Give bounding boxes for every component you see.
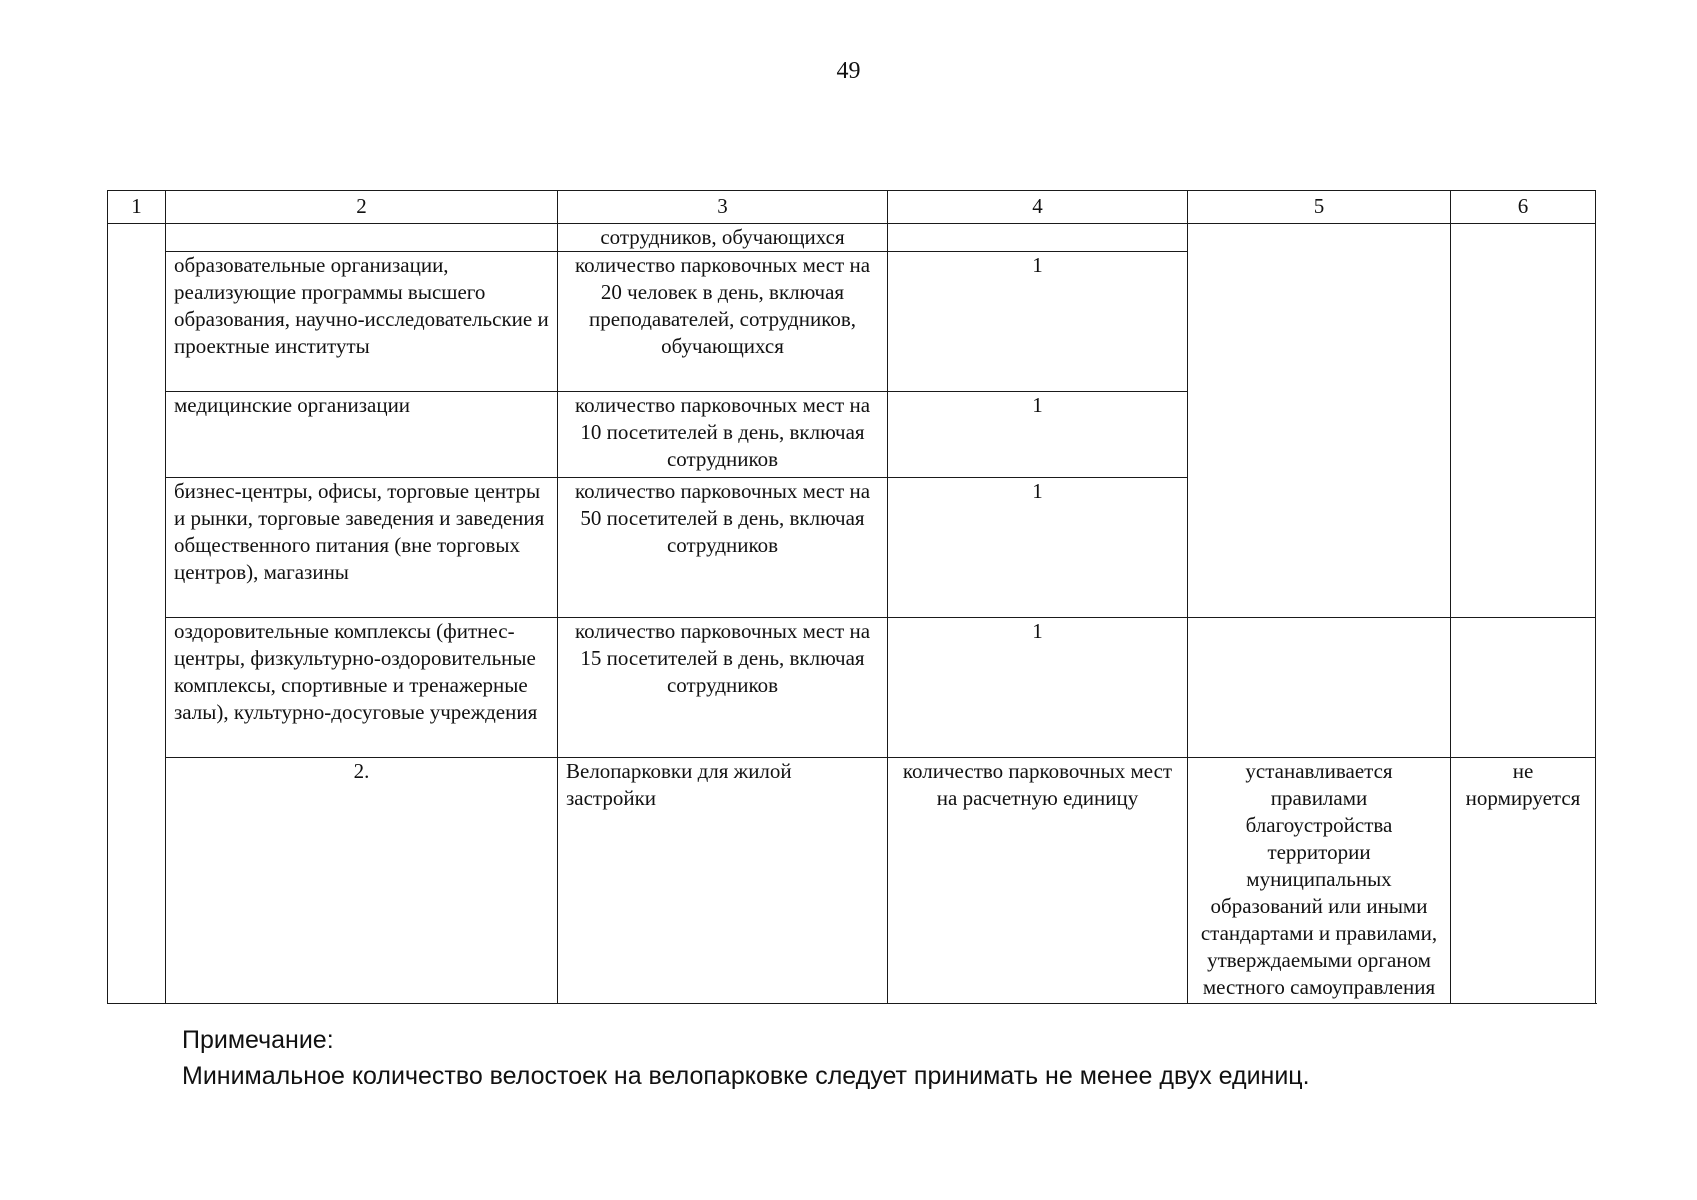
col6-empty-cell <box>1451 618 1596 758</box>
value-cell: 1 <box>888 392 1188 478</box>
unit-cell: количество парковочных мест на 20 человек в день, включая преподавателей, сотрудников, обучающихся <box>558 252 888 392</box>
row2-number-cell: 2. <box>166 758 558 1004</box>
page-number: 49 <box>836 58 861 84</box>
note-block <box>182 1022 1582 1094</box>
table-header-row <box>108 191 1596 224</box>
header-cell-2: 2 <box>166 191 558 224</box>
object-type-cell: образовательные организации, реализующие программы высшего образования, научно-исследовательские и проектные институты <box>166 252 558 392</box>
norms-table <box>107 190 1596 1004</box>
value-cell: 1 <box>888 252 1188 392</box>
table-row-bicycle <box>108 758 1596 1004</box>
object-type-cell: медицинские организации <box>166 392 558 478</box>
cont-col2-cell <box>166 224 558 252</box>
note-text: Минимальное количество велостоек на велопарковке следует принимать не менее двух единиц. <box>182 1062 1310 1090</box>
object-type-cell: бизнес-центры, офисы, торговые центры и рынки, торговые заведения и заведения общественного питания (вне торговых центров), магазины <box>166 478 558 618</box>
header-cell-3: 3 <box>558 191 888 224</box>
value-cell: 1 <box>888 478 1188 618</box>
header-cell-1: 1 <box>108 191 166 224</box>
unit-cell: количество парковочных мест на 15 посетителей в день, включая сотрудников <box>558 618 888 758</box>
unit-cell: количество парковочных мест на расчетную единицу <box>888 758 1188 1004</box>
unit-cell: количество парковочных мест на 50 посетителей в день, включая сотрудников <box>558 478 888 618</box>
object-type-cell: Велопарковки для жилой застройки <box>558 758 888 1004</box>
object-type-cell: оздоровительные комплексы (фитнес-центры, физкультурно-оздоровительные комплексы, спортивные и тренажерные залы), культурно-досуговые учреждения <box>166 618 558 758</box>
col5-empty-cell <box>1188 618 1451 758</box>
col5-merged-cell <box>1188 224 1451 618</box>
note-title: Примечание: <box>182 1026 334 1054</box>
header-cell-5: 5 <box>1188 191 1451 224</box>
row1-number-cell <box>108 224 166 1004</box>
table-row <box>108 618 1596 758</box>
table-row-continuation <box>108 224 1596 252</box>
cont-col3-cell: сотрудников, обучающихся <box>558 224 888 252</box>
header-cell-6: 6 <box>1451 191 1596 224</box>
col6-merged-cell <box>1451 224 1596 618</box>
cont-col4-cell <box>888 224 1188 252</box>
value-cell: устанавливается правилами благоустройства территории муниципальных образований или иными стандартами и правилами, утверждаемыми органом местного самоуправления <box>1188 758 1451 1004</box>
header-cell-4: 4 <box>888 191 1188 224</box>
accessibility-cell: не нормируется <box>1451 758 1596 1004</box>
unit-cell: количество парковочных мест на 10 посетителей в день, включая сотрудников <box>558 392 888 478</box>
value-cell: 1 <box>888 618 1188 758</box>
